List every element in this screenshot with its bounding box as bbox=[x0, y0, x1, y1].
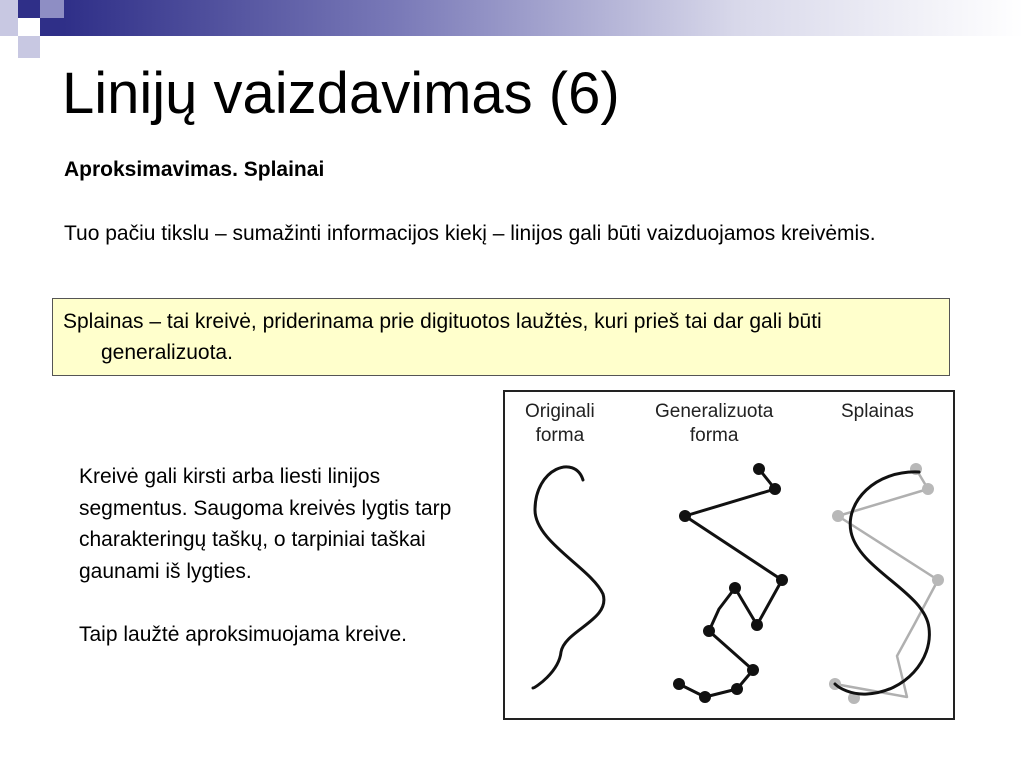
curves-drawing bbox=[505, 392, 953, 718]
definition-text: Splainas – tai kreivė, priderinama prie digituotos laužtės, kuri prieš tai dar gali būti generalizuota. bbox=[63, 310, 822, 364]
corner-square-decoration bbox=[18, 0, 40, 18]
spline-curve bbox=[835, 472, 929, 694]
spline-control-points bbox=[829, 463, 944, 704]
explanation-paragraph: Kreivė gali kirsti arba liesti linijos segmentus. Saugoma kreivės lygtis tarp charakteringų taškų, o tarpiniai taškai gaunami iš lygties. bbox=[79, 465, 452, 583]
corner-square-decoration bbox=[40, 18, 64, 36]
generalized-polyline bbox=[679, 469, 782, 697]
original-curve bbox=[533, 467, 604, 688]
header-gradient-bar bbox=[64, 0, 1024, 36]
figure-label-spline: Splainas bbox=[841, 401, 914, 422]
corner-square-decoration bbox=[0, 18, 18, 36]
conclusion-paragraph: Taip laužtė aproksimuojama kreive. bbox=[79, 622, 407, 646]
generalized-vertices bbox=[673, 463, 788, 703]
corner-square-decoration bbox=[40, 0, 64, 18]
figure-label-generalized: Generalizuota forma bbox=[655, 401, 774, 446]
definition-callout bbox=[52, 298, 950, 376]
figure-label-original: Originali forma bbox=[525, 401, 595, 446]
corner-square-decoration bbox=[0, 0, 18, 18]
slide-subtitle: Aproksimavimas. Splainai bbox=[64, 158, 325, 181]
slide-title: Linijų vaizdavimas (6) bbox=[62, 61, 620, 126]
corner-square-decoration bbox=[18, 36, 40, 58]
explanation-text bbox=[79, 461, 479, 650]
intro-paragraph: Tuo pačiu tikslu – sumažinti informacijos kiekį – linijos gali būti vaizduojamos kreivėmis. bbox=[64, 222, 876, 245]
spline-illustration bbox=[503, 390, 955, 720]
